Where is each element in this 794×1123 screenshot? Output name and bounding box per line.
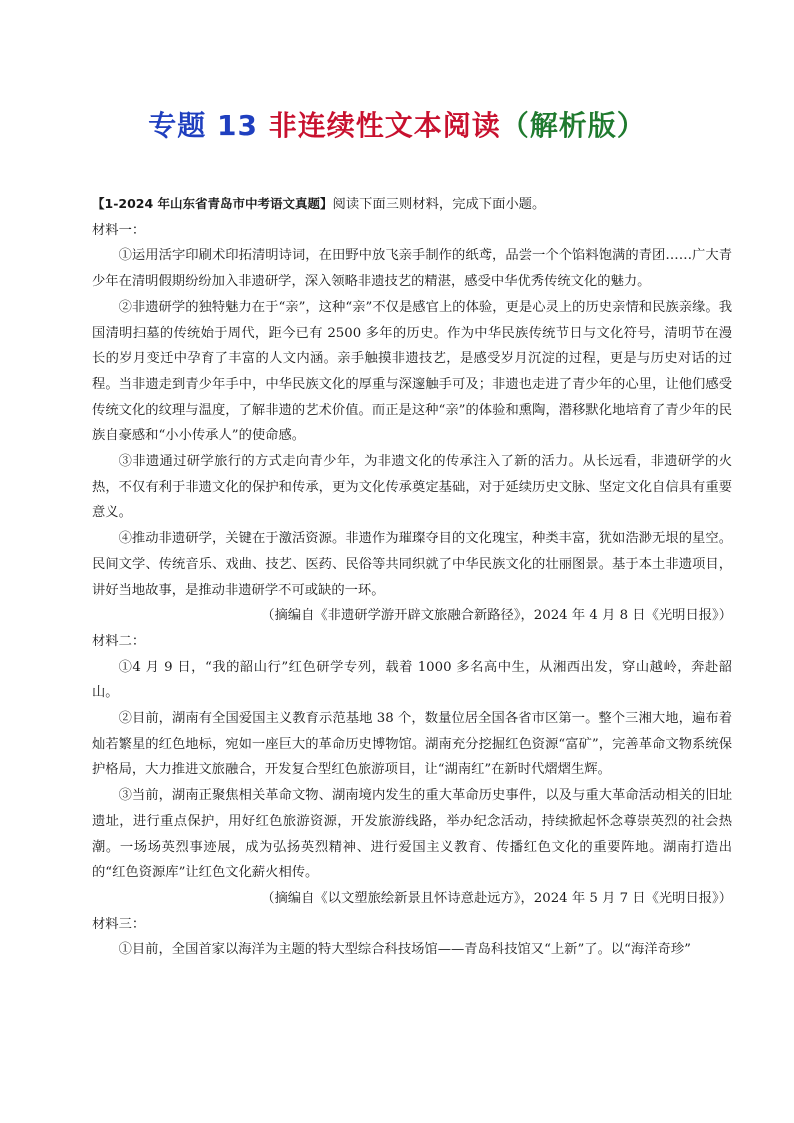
title-edition: （解析版） bbox=[500, 109, 646, 142]
material3-heading: 材料三： bbox=[92, 916, 146, 932]
question-prompt bbox=[92, 191, 732, 218]
page-title bbox=[0, 104, 794, 144]
material2-paragraph-2: ②目前，湖南有全国爱国主义教育示范基地 38 个，数量位居全国各省市区第一。整个三湘大地，遍布着灿若繁星的红色地标，宛如一座巨大的革命历史博物馆。湖南充分挖掘红色资源“富矿”，完善革命文物系统保护格局，大力推进文旅融合，开发复合型红色旅游项目，让“湖南红”在新时代熠熠生辉。 bbox=[92, 711, 732, 778]
material1-heading: 材料一： bbox=[92, 222, 146, 238]
material1-paragraph-2: ②非遗研学的独特魅力在于“亲”，这种“亲”不仅是感官上的体验，更是心灵上的历史亲情和民族亲缘。我国清明扫墓的传统始于周代，距今已有 2500 多年的历史。作为中华民族传统节日与文化符号，清明节在漫长的岁月变迁中孕育了丰富的人文内涵。亲手触摸非遗技艺，是感受岁月沉淀的过程，更是与历史对话的过程。当非遗走到青少年手中，中华民族文化的厚重与深邃触手可及；非遗也走进了青少年的心里，让他们感受传统文化的纹理与温度，了解非遗的艺术价值。而正是这种“亲”的体验和熏陶，潜移默化地培育了青少年的民族自豪感和“小小传承人”的使命感。 bbox=[92, 299, 732, 444]
document-body bbox=[92, 191, 732, 963]
material1-paragraph-3: ③非遗通过研学旅行的方式走向青少年，为非遗文化的传承注入了新的活力。从长远看，非遗研学的火热，不仅有利于非遗文化的保护和传承，更为文化传承奠定基础，对于延续历史文脉、坚定文化自信具有重要意义。 bbox=[92, 454, 732, 521]
title-topic-name: 非连续性文本阅读 bbox=[268, 109, 501, 142]
material1-paragraph-4: ④推动非遗研学，关键在于激活资源。非遗作为璀璨夺目的文化瑰宝，种类丰富，犹如浩渺无垠的星空。民间文学、传统音乐、戏曲、技艺、医药、民俗等共同织就了中华民族文化的壮丽图景。基于本土非遗项目，讲好当地故事，是推动非遗研学不可或缺的一环。 bbox=[92, 531, 732, 598]
material3-paragraph-1: ①目前，全国首家以海洋为主题的特大型综合科技场馆——青岛科技馆又“上新”了。以“海洋奇珍” bbox=[118, 942, 691, 958]
material2-heading: 材料二： bbox=[92, 633, 146, 649]
material2-citation: （摘编自《以文塑旅绘新景且怀诗意赴远方》，2024 年 5 月 7 日《光明日报》） bbox=[261, 890, 732, 906]
question-instruction: 阅读下面三则材料，完成下面小题。 bbox=[332, 197, 546, 212]
material2-paragraph-3: ③当前，湖南正聚焦相关革命文物、湖南境内发生的重大革命历史事件，以及与重大革命活动相关的旧址遗址，进行重点保护，用好红色旅游资源，开发旅游线路，举办纪念活动，持续掀起怀念尊崇英烈的社会热潮。一场场英烈事迹展，成为弘扬英烈精神、进行爱国主义教育、传播红色文化的重要阵地。湖南打造出的“红色资源库”让红色文化薪火相传。 bbox=[92, 788, 732, 881]
material1-paragraph-1: ①运用活字印刷术印拓清明诗词，在田野中放飞亲手制作的纸鸢，品尝一个个馅料饱满的青团……广大青少年在清明假期纷纷加入非遗研学，深入领略非遗技艺的精湛，感受中华优秀传统文化的魅力。 bbox=[92, 248, 732, 290]
title-topic-number: 专题 13 bbox=[148, 109, 258, 142]
question-source: 【1-2024 年山东省青岛市中考语文真题】 bbox=[92, 196, 333, 211]
material2-paragraph-1: ①4 月 9 日，“我的韶山行”红色研学专列，载着 1000 多名高中生，从湘西出发，穿山越岭，奔赴韶山。 bbox=[92, 659, 732, 701]
material1-citation: （摘编自《非遗研学游开辟文旅融合新路径》，2024 年 4 月 8 日《光明日报》） bbox=[261, 608, 732, 624]
